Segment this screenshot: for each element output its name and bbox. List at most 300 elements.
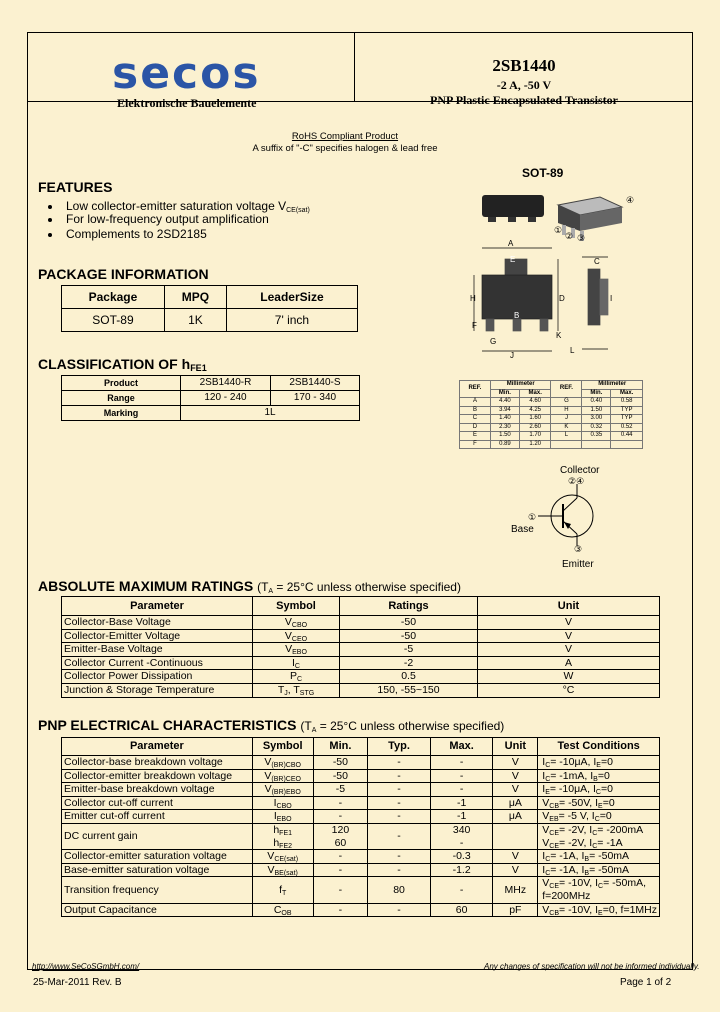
symbol-cell (252, 810, 313, 824)
condition-text: = -200mA (597, 823, 644, 836)
symbol-sub: FE1 (279, 829, 293, 837)
abs-max-title-text: ABSOLUTE MAXIMUM RATINGS (38, 578, 254, 594)
condition-cell (538, 783, 660, 797)
max-cell: -1 (430, 810, 493, 824)
parameter-cell: Collector Current -Continuous (62, 656, 253, 670)
bullet-icon (48, 218, 52, 222)
min-cell (313, 823, 368, 849)
condition-sub: B (584, 869, 590, 877)
max-cell: -1.2 (430, 863, 493, 877)
condition-sub: CE (549, 883, 560, 891)
condition-sub: EB (549, 816, 559, 824)
cell: 1.40 (490, 415, 519, 424)
col-parameter: Parameter (62, 597, 253, 616)
parameter-cell: Collector Power Dissipation (62, 670, 253, 684)
symbol-sub: OB (281, 909, 292, 917)
max-cell: -0.3 (430, 850, 493, 864)
pin-2-label: ② (565, 232, 574, 242)
dim-label: L (570, 346, 575, 355)
parameter-cell: Junction & Storage Temperature (62, 683, 253, 697)
symbol-sub: STG (299, 689, 315, 697)
package-top-view (474, 248, 558, 351)
note-sub: A (311, 727, 317, 734)
footer-notice: Any changes of specification will not be informed individually. (484, 962, 700, 971)
dim-label: D (559, 294, 565, 303)
company-logo: secos (112, 48, 261, 99)
elec-title (38, 717, 504, 733)
table-row (62, 643, 660, 657)
col-leadersize: LeaderSize (226, 286, 357, 309)
elec-table (61, 737, 660, 917)
symbol-text: I (292, 656, 295, 669)
table-row (460, 440, 643, 449)
feature-text: Low collector-emitter saturation voltage V (66, 199, 287, 213)
parameter-cell: Emitter-Base Voltage (62, 643, 253, 657)
typ-cell: - (368, 850, 431, 864)
table-row (62, 903, 660, 917)
condition-text: I (542, 756, 546, 768)
symbol-text: I (273, 796, 277, 809)
cell: 1.50 (582, 406, 611, 415)
cell: L (551, 432, 582, 441)
cell: 1.50 (490, 432, 519, 441)
abs-max-note (257, 580, 461, 594)
cell: 1.70 (519, 432, 551, 441)
max-cell: 60 (430, 903, 493, 917)
table-row (62, 683, 660, 697)
symbol-sub: CE(sat) (274, 856, 299, 864)
min-value: 60 (334, 836, 347, 849)
table-row (460, 406, 643, 415)
cell: K (551, 423, 582, 432)
table-row (62, 309, 358, 332)
condition-text: =0, f=1MHz (602, 903, 657, 916)
symbol-sub: CBO (291, 622, 308, 629)
package-side-view (482, 195, 544, 222)
cell: B (460, 406, 491, 415)
col-unit: Unit (478, 597, 660, 616)
col-max: Max. (611, 389, 643, 398)
condition-text: = -1A, I (550, 863, 585, 876)
condition-text: V (542, 810, 550, 823)
col-parameter: Parameter (62, 738, 253, 756)
symbol-sub: C (296, 676, 303, 684)
parameter-cell: Emitter cut-off current (62, 810, 253, 824)
symbol-text: V (284, 629, 292, 642)
parameter-cell: Collector-Emitter Voltage (62, 629, 253, 643)
table-header-row (460, 381, 643, 390)
col-typ: Typ. (368, 738, 431, 756)
condition-text: = -10V, I (559, 877, 599, 890)
unit-cell: V (493, 756, 538, 770)
cell: 3.00 (582, 415, 611, 424)
unit-cell: W (478, 670, 660, 684)
table-row (62, 863, 660, 877)
symbol-text: V (267, 863, 275, 876)
condition-text: =0 (602, 796, 615, 809)
condition-text: I (542, 783, 546, 796)
symbol-sub: CBO (276, 802, 292, 810)
bullet-icon (48, 233, 52, 237)
unit-cell (493, 823, 538, 849)
condition-text: = -1A, I (550, 850, 585, 863)
condition-cell (538, 769, 660, 783)
value-cell: 150, -55~150 (340, 683, 478, 697)
condition-text: = -50V, I (559, 796, 599, 809)
part-number: 2SB1440 (492, 56, 556, 75)
symbol-sub: (BR)EBO (271, 789, 301, 797)
condition-text: = -10μA, I (550, 756, 597, 768)
table-row (62, 877, 660, 903)
condition-sub: CE (549, 842, 560, 850)
condition-text: V (542, 903, 550, 916)
cell: 0.32 (582, 423, 611, 432)
pnp-symbol (530, 484, 600, 546)
value-cell: -50 (340, 616, 478, 630)
table-row (62, 810, 660, 824)
feature-item (48, 227, 207, 241)
symbol-cell (252, 823, 313, 849)
condition-sub: B (593, 775, 598, 783)
typ-cell: - (368, 756, 431, 770)
condition-cell (538, 850, 660, 864)
feature-text: Complements to 2SD2185 (66, 227, 207, 241)
unit-cell: A (478, 656, 660, 670)
dim-label: B (514, 311, 520, 320)
condition-text: =0 (599, 810, 612, 823)
table-header-row (62, 738, 660, 756)
condition-text: = -1mA, I (550, 769, 594, 782)
cell: SOT-89 (62, 309, 165, 332)
cell-label: Range (62, 391, 181, 406)
table-row (62, 406, 360, 421)
col-millimeter: Millimeter (490, 381, 551, 390)
value-cell: -5 (340, 643, 478, 657)
cell: 4.60 (519, 398, 551, 407)
cell: 170 - 340 (270, 391, 359, 406)
col-min: Min. (582, 389, 611, 398)
typ-cell: 80 (368, 877, 431, 903)
symbol-sub: T (282, 889, 287, 897)
feature-text: For low-frequency output amplification (66, 212, 269, 226)
condition-text: = -1A (597, 836, 623, 849)
parameter-cell: Collector-emitter breakdown voltage (62, 769, 253, 783)
condition-sub: C (595, 789, 601, 797)
dimension-table-body (460, 398, 643, 449)
unit-cell: μA (493, 796, 538, 810)
condition-text: V (542, 796, 550, 809)
table-row (460, 415, 643, 424)
cell: 0.44 (611, 432, 643, 441)
condition-cell (538, 877, 660, 903)
cell: C (460, 415, 491, 424)
cell: 2SB1440-R (181, 376, 271, 391)
condition-sub: E (545, 789, 550, 797)
symbol-cell (253, 616, 340, 630)
typ-cell: - (368, 903, 431, 917)
condition-sub: C (545, 762, 551, 769)
symbol-sub: J (284, 689, 288, 697)
symbol-sub: (BR)CBO (271, 762, 301, 769)
part-rating: -2 A, -50 V (496, 78, 552, 92)
value-cell: -2 (340, 656, 478, 670)
cell: 1K (164, 309, 226, 332)
col-max: Max. (430, 738, 493, 756)
abs-max-title (38, 578, 461, 594)
symbol-cell (252, 796, 313, 810)
unit-cell: V (493, 783, 538, 797)
cell: 120 - 240 (181, 391, 271, 406)
condition-text: f=200MHz (542, 889, 591, 902)
note-part: = 25°C unless otherwise specified) (316, 719, 505, 733)
parameter-cell: Base-emitter saturation voltage (62, 863, 253, 877)
condition-text: = -50mA (589, 863, 630, 876)
col-test-conditions: Test Conditions (538, 738, 660, 756)
cell: 2SB1440-S (270, 376, 359, 391)
cell: 4.40 (490, 398, 519, 407)
cell: A (460, 398, 491, 407)
condition-sub: C (545, 856, 551, 864)
emitter-label: Emitter (562, 559, 594, 570)
symbol-cell (253, 629, 340, 643)
table-header-row (62, 597, 660, 616)
max-cell: - (430, 756, 493, 770)
condition-text: = -5 V, I (558, 810, 595, 823)
condition-sub: B (584, 856, 590, 864)
table-row (62, 656, 660, 670)
dim-label: A (508, 239, 514, 248)
collector-label: Collector (560, 465, 600, 476)
cell: 4.25 (519, 406, 551, 415)
package-drawing (470, 183, 670, 358)
max-cell: - (430, 877, 493, 903)
typ-cell: - (368, 863, 431, 877)
symbol-cell (253, 683, 340, 697)
condition-cell (538, 810, 660, 824)
unit-cell: V (493, 850, 538, 864)
package-info-title: PACKAGE INFORMATION (38, 266, 209, 282)
col-unit: Unit (493, 738, 538, 756)
table-row (62, 769, 660, 783)
unit-cell: MHz (493, 877, 538, 903)
dim-label: C (594, 257, 600, 266)
table-row (62, 616, 660, 630)
footer-url[interactable]: http://www.SeCoSGmbH.com/ (32, 962, 140, 971)
dim-label: J (510, 351, 514, 358)
typ-cell: - (368, 823, 431, 849)
symbol-text: V (264, 783, 272, 796)
symbol-text: h (273, 823, 280, 836)
min-cell: -5 (313, 783, 368, 797)
condition-text: = -2V, I (559, 823, 593, 836)
dim-label: E (510, 255, 516, 264)
cell: 0.52 (611, 423, 643, 432)
parameter-cell: DC current gain (62, 823, 253, 849)
parameter-cell: Transition frequency (62, 877, 253, 903)
col-package: Package (62, 286, 165, 309)
dimension-table (459, 380, 643, 449)
min-cell: - (313, 903, 368, 917)
condition-sub: C (594, 816, 600, 824)
symbol-text: f (279, 883, 282, 896)
feature-item (48, 199, 310, 213)
cell (551, 440, 582, 449)
max-cell (430, 823, 493, 849)
table-row (62, 783, 660, 797)
min-cell: - (313, 863, 368, 877)
symbol-cell (252, 756, 313, 770)
table-row (62, 850, 660, 864)
elec-title-text: PNP ELECTRICAL CHARACTERISTICS (38, 717, 297, 733)
symbol-sub: EBO (292, 649, 307, 657)
value-cell: -50 (340, 629, 478, 643)
base-pin: ① (528, 513, 537, 523)
condition-text: =0 (597, 769, 610, 782)
condition-sub: E (598, 802, 603, 810)
cell: 1L (181, 406, 360, 421)
table-row (460, 423, 643, 432)
company-name: Elektronische Bauelemente (117, 96, 257, 110)
cell: H (551, 406, 582, 415)
condition-sub: CB (549, 909, 560, 917)
table-row (62, 629, 660, 643)
dim-label: I (610, 294, 613, 303)
parameter-cell: Collector-base breakdown voltage (62, 756, 253, 770)
symbol-cell (252, 903, 313, 917)
cell: J (551, 415, 582, 424)
col-ref: REF. (551, 381, 582, 398)
unit-cell: V (478, 616, 660, 630)
table-row (62, 796, 660, 810)
dim-label: H (470, 294, 476, 303)
cell: TYP (611, 406, 643, 415)
condition-text: =0 (600, 783, 613, 796)
condition-sub: C (545, 775, 551, 783)
elec-note (300, 719, 504, 733)
min-value: 120 (331, 823, 350, 836)
condition-sub: C (598, 883, 604, 891)
min-cell: -50 (313, 769, 368, 783)
abs-max-body (62, 616, 660, 698)
table-row (62, 670, 660, 684)
min-cell: - (313, 850, 368, 864)
condition-sub: C (592, 829, 598, 837)
condition-sub: C (592, 842, 598, 850)
col-symbol: Symbol (252, 738, 313, 756)
symbol-text: T (277, 683, 285, 696)
cell: 7' inch (226, 309, 357, 332)
unit-cell: °C (478, 683, 660, 697)
condition-cell (538, 823, 660, 849)
symbol-cell (252, 877, 313, 903)
symbol-cell (252, 863, 313, 877)
symbol-text: I (273, 810, 277, 823)
elec-body (62, 756, 660, 917)
parameter-cell: Collector-Base Voltage (62, 616, 253, 630)
condition-text: = -50mA (589, 850, 630, 863)
parameter-cell: Collector-emitter saturation voltage (62, 850, 253, 864)
rohs-line-2: A suffix of "-C" specifies halogen & lead free (252, 143, 438, 154)
cell: 0.89 (490, 440, 519, 449)
condition-cell (538, 796, 660, 810)
symbol-text: V (284, 616, 292, 628)
note-part: (T (257, 580, 269, 594)
bullet-icon (48, 205, 52, 209)
symbol-text: V (267, 850, 275, 863)
footer-date: 25-Mar-2011 Rev. B (33, 977, 122, 988)
col-ref: REF. (460, 381, 491, 398)
table-header-row (62, 286, 358, 309)
symbol-text: V (264, 756, 272, 768)
min-cell: - (313, 810, 368, 824)
col-symbol: Symbol (253, 597, 340, 616)
cell: TYP (611, 415, 643, 424)
classification-title-text: CLASSIFICATION OF h (38, 356, 191, 372)
max-value: 340 (452, 823, 471, 836)
symbol-text: , T (287, 683, 300, 696)
cell (582, 440, 611, 449)
classification-table (61, 375, 360, 421)
condition-text: I (542, 769, 546, 782)
rohs-line-1: RoHS Compliant Product (291, 131, 399, 142)
feature-sub: CE(sat) (286, 207, 310, 214)
note-part: = 25°C unless otherwise specified) (273, 580, 461, 594)
classification-title-sub: FE1 (190, 363, 207, 373)
emitter-pin: ③ (574, 545, 583, 555)
condition-text: V (542, 877, 550, 890)
symbol-cell (252, 850, 313, 864)
max-cell: - (430, 769, 493, 783)
typ-cell: - (368, 810, 431, 824)
col-max: Max. (519, 389, 551, 398)
package-table (61, 285, 358, 332)
base-label: Base (511, 524, 534, 535)
symbol-text: V (285, 643, 293, 656)
abs-max-table (61, 596, 660, 698)
value-cell: 0.5 (340, 670, 478, 684)
symbol-cell (253, 643, 340, 657)
cell: 0.58 (611, 398, 643, 407)
condition-text: = -2V, I (559, 836, 593, 849)
unit-cell: V (478, 643, 660, 657)
condition-text: I (542, 863, 546, 876)
condition-cell (538, 903, 660, 917)
col-min: Min. (490, 389, 519, 398)
min-cell: -50 (313, 756, 368, 770)
symbol-sub: FE2 (279, 842, 293, 850)
condition-cell (538, 756, 660, 770)
unit-cell: pF (493, 903, 538, 917)
collector-pins: ②④ (568, 477, 585, 487)
cell: E (460, 432, 491, 441)
package-name: SOT-89 (522, 166, 564, 180)
symbol-text: V (264, 769, 272, 782)
table-row (62, 823, 660, 849)
condition-sub: C (545, 869, 551, 877)
pin-4-label: ④ (626, 196, 635, 206)
symbol-text: P (289, 670, 297, 683)
typ-cell: - (368, 783, 431, 797)
symbol-cell (252, 769, 313, 783)
symbol-text: h (273, 836, 280, 849)
feature-item (48, 212, 269, 226)
parameter-cell: Emitter-base breakdown voltage (62, 783, 253, 797)
pin-1-label: ① (554, 226, 563, 236)
condition-sub: CB (549, 802, 560, 810)
table-row (460, 398, 643, 407)
min-cell: - (313, 877, 368, 903)
table-row (460, 432, 643, 441)
